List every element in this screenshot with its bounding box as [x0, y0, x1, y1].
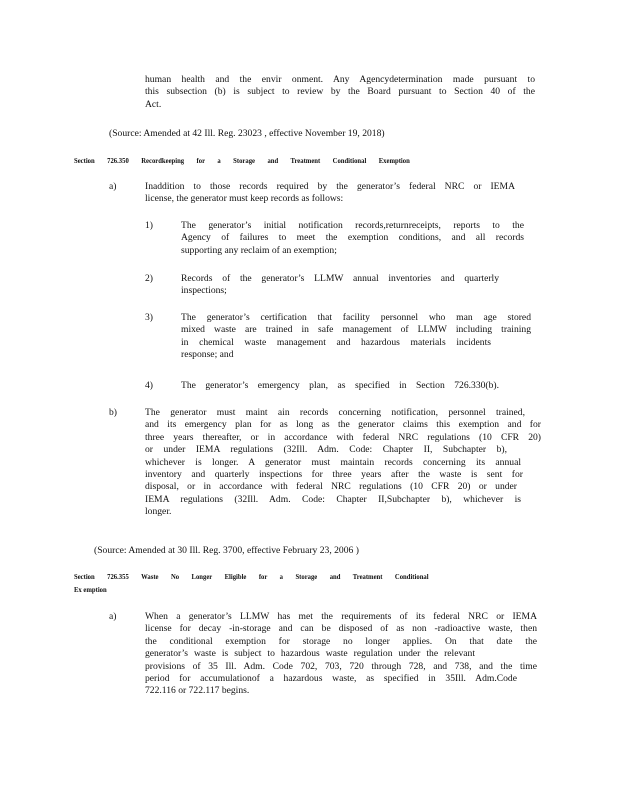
text-line: in chemical waste management and hazardous materials incidents — [181, 336, 491, 348]
item-4-text — [181, 380, 499, 392]
text-line: Records of the generator’s LLMW annual inventories and quarterly — [181, 273, 499, 284]
text-line: Act. — [145, 98, 162, 110]
text-line: supporting any reclaim of an exemption; — [181, 244, 337, 256]
item-3-text — [181, 312, 531, 362]
item-label: 4) — [145, 380, 153, 391]
item-label: 2) — [145, 273, 153, 284]
text-line: The generator’s initial notification records,returnreceipts, reports to the — [181, 220, 524, 231]
text-line: Agency of failures to meet the exemption conditions, and all records — [181, 232, 524, 244]
section-heading-continued: Ex emption — [74, 585, 107, 594]
text-line: whichever is longer. A generator must maintain records concerning its annual — [145, 456, 521, 468]
text-line: human health and the envir onment. Any Agencydetermination made pursuant to — [145, 74, 535, 85]
subsection-label: b) — [109, 407, 117, 418]
text-line: period for accumulationof a hazardous waste, as specified in 35Ill. Adm.Code — [145, 673, 517, 685]
text-line: mixed waste are trained in safe management of LLMW including training — [181, 324, 531, 336]
item-2-text — [181, 273, 499, 298]
text-line: license, the generator must keep records as follows: — [145, 193, 344, 205]
subsection-a-text — [145, 181, 515, 206]
section-heading: Section 726.350 Recordkeeping for a Storage and Treatment Conditional Exemption — [74, 156, 410, 165]
text-line: 722.116 or 722.117 begins. — [145, 685, 250, 697]
source-note: (Source: Amended at 42 Ill. Reg. 23023 , effective November 19, 2018) — [109, 128, 385, 139]
text-line: longer. — [145, 506, 172, 518]
text-line: provisions of 35 Ill. Adm. Code 702, 703, 720 through 728, and 738, and the time — [145, 660, 537, 672]
text-line: the conditional exemption for storage no longer applies. On that date the — [145, 635, 537, 647]
text-line: inventory and quarterly inspections for three years after the waste is sent for — [145, 469, 523, 481]
subsection-b-text — [145, 407, 541, 519]
text-line: The generator must maint ain records concerning notification, personnel trained, — [145, 407, 525, 418]
text-line: IEMA regulations (32Ill. Adm. Code: Chapter II,Subchapter b), whichever is — [145, 493, 521, 505]
item-label: 1) — [145, 220, 153, 231]
text-line: or under IEMA regulations (32Ill. Adm. Code: Chapter II, Subchapter b), — [145, 444, 507, 456]
text-line: response; and — [181, 349, 234, 361]
text-line: inspections; — [181, 285, 227, 297]
subsection-label: a) — [109, 611, 117, 622]
text-line: When a generator’s LLMW has met the requirements of its federal NRC or IEMA — [145, 611, 537, 622]
source-note: (Source: Amended at 30 Ill. Reg. 3700, effective February 23, 2006 ) — [94, 545, 359, 556]
text-line: and its emergency plan for as long as the generator claims this exemption and for — [145, 419, 541, 431]
section-heading: Section 726.355 Waste No Longer Eligible for a Storage and Treatment Conditional — [74, 572, 429, 581]
text-line: The generator’s emergency plan, as specified in Section 726.330(b). — [181, 380, 499, 391]
text-line: this subsection (b) is subject to review by the Board pursuant to Section 40 of the — [145, 86, 535, 98]
text-line: Inaddition to those records required by the generator’s federal NRC or IEMA — [145, 181, 515, 192]
text-line: generator’s waste is subject to hazardous waste regulation under the relevant — [145, 648, 475, 660]
continuation-paragraph — [145, 74, 535, 111]
subsection-label: a) — [109, 181, 117, 192]
text-line: disposal, or in accordance with federal NRC regulations (10 CFR 20) or under — [145, 481, 517, 493]
text-line: license for decay -in-storage and can be disposed of as non -radioactive waste, then — [145, 623, 537, 635]
text-line: three years thereafter, or in accordance with federal NRC regulations (10 CFR 20) — [145, 431, 541, 443]
item-label: 3) — [145, 312, 153, 323]
item-1-text — [181, 220, 524, 257]
subsection-a-text — [145, 611, 537, 698]
text-line: The generator’s certification that facility personnel who man age stored — [181, 312, 531, 323]
